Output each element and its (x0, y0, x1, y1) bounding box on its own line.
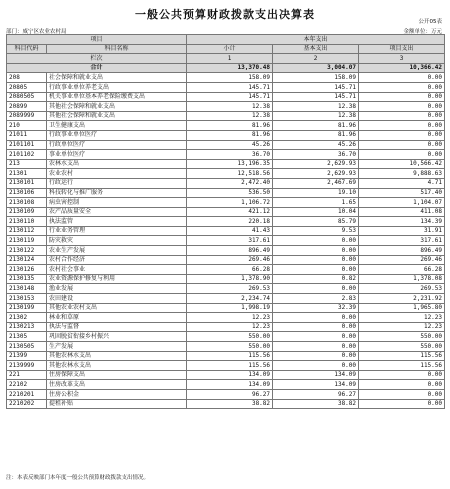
subtotal-cell: 45.26 (187, 140, 273, 150)
col-index-1: 1 (187, 54, 273, 64)
subject-code-cell: 21301 (7, 169, 47, 179)
subject-name-cell: 行政单位医疗 (47, 140, 187, 150)
project-cell: 0.00 (359, 370, 445, 380)
basic-cell: 81.96 (273, 130, 359, 140)
project-cell: 0.00 (359, 111, 445, 121)
table-row (7, 294, 445, 304)
row-label: 栏次 (7, 54, 187, 64)
project-cell: 0.00 (359, 389, 445, 399)
basic-cell: 2,629.93 (273, 159, 359, 169)
subject-code-cell: 2130106 (7, 188, 47, 198)
subject-code-cell: 20805 (7, 82, 47, 92)
subject-code-cell: 2101102 (7, 150, 47, 160)
subject-code-cell: 2130110 (7, 217, 47, 227)
subtotal-cell: 12.38 (187, 111, 273, 121)
project-expense-header: 项目支出 (359, 44, 445, 54)
table-row (7, 380, 445, 390)
table-row (7, 207, 445, 217)
subtotal-cell: 96.27 (187, 389, 273, 399)
table-row (7, 274, 445, 284)
table-row (7, 265, 445, 275)
table-row (7, 159, 445, 169)
subtotal-cell: 2,472.40 (187, 178, 273, 188)
table-row (7, 236, 445, 246)
subtotal-cell: 38.82 (187, 399, 273, 409)
basic-cell: 96.27 (273, 389, 359, 399)
table-row (7, 217, 445, 227)
subtotal-cell: 36.70 (187, 150, 273, 160)
subject-name-cell: 其他社会保障和就业支出 (47, 102, 187, 112)
subject-code-cell: 221 (7, 370, 47, 380)
subject-code-cell: 2130505 (7, 342, 47, 352)
subject-name-cell: 农田建设 (47, 294, 187, 304)
subject-code-cell: 2130122 (7, 246, 47, 256)
subject-name-cell: 农业生产发展 (47, 246, 187, 256)
subject-code-cell: 2130101 (7, 178, 47, 188)
subject-name-cell: 机关事业单位基本养老保险缴费支出 (47, 92, 187, 102)
basic-cell: 85.79 (273, 217, 359, 227)
subject-name-cell: 行政事业单位医疗 (47, 130, 187, 140)
subtotal-cell: 66.28 (187, 265, 273, 275)
subject-name-cell: 病虫害控制 (47, 198, 187, 208)
subject-name-cell: 其他农林水支出 (47, 351, 187, 361)
table-row (7, 284, 445, 294)
table-row (7, 130, 445, 140)
basic-cell: 12.38 (273, 102, 359, 112)
basic-cell: 0.00 (273, 342, 359, 352)
unit-label: 金额单位：万元 (403, 29, 442, 35)
subject-name-cell: 住房改革支出 (47, 380, 187, 390)
subject-name-cell: 住房公积金 (47, 389, 187, 399)
project-cell: 4.71 (359, 178, 445, 188)
basic-cell: 0.00 (273, 265, 359, 275)
basic-cell: 45.26 (273, 140, 359, 150)
subtotal-cell: 12.23 (187, 313, 273, 323)
table-row (7, 399, 445, 409)
project-cell: 896.49 (359, 246, 445, 256)
subject-code-cell: 2130124 (7, 255, 47, 265)
subtotal-cell: 12.23 (187, 322, 273, 332)
project-cell: 269.53 (359, 284, 445, 294)
basic-cell: 0.00 (273, 313, 359, 323)
subtotal-cell: 550.00 (187, 332, 273, 342)
total-basic: 3,004.07 (273, 63, 359, 73)
subject-name-cell: 执法监管 (47, 217, 187, 227)
subject-name-cell: 行政运行 (47, 178, 187, 188)
subtotal-cell: 12,518.56 (187, 169, 273, 179)
subtotal-cell: 134.09 (187, 380, 273, 390)
subject-name-header: 科目名称 (47, 44, 187, 54)
subtotal-cell: 134.09 (187, 370, 273, 380)
project-cell: 317.61 (359, 236, 445, 246)
subject-name-cell: 农村合作经济 (47, 255, 187, 265)
project-cell: 269.46 (359, 255, 445, 265)
project-cell: 10,566.42 (359, 159, 445, 169)
project-cell: 0.00 (359, 82, 445, 92)
basic-cell: 158.09 (273, 73, 359, 83)
subject-name-cell: 农林水支出 (47, 159, 187, 169)
subtotal-cell: 550.00 (187, 342, 273, 352)
subject-name-cell: 其他农林水支出 (47, 361, 187, 371)
total-project: 10,366.42 (359, 63, 445, 73)
subject-code-header: 科目代码 (7, 44, 47, 54)
project-cell: 411.08 (359, 207, 445, 217)
col-index-2: 2 (273, 54, 359, 64)
project-cell: 12.23 (359, 322, 445, 332)
table-row (7, 140, 445, 150)
basic-cell: 2,467.69 (273, 178, 359, 188)
project-cell: 9,888.63 (359, 169, 445, 179)
subtotal-cell: 13,196.35 (187, 159, 273, 169)
subtotal-cell: 81.96 (187, 121, 273, 131)
subtotal-cell: 421.12 (187, 207, 273, 217)
project-cell: 12.23 (359, 313, 445, 323)
table-row (7, 92, 445, 102)
basic-cell: 0.00 (273, 255, 359, 265)
basic-cell: 0.00 (273, 236, 359, 246)
table-row (7, 332, 445, 342)
project-cell: 0.00 (359, 399, 445, 409)
subject-code-cell: 21011 (7, 130, 47, 140)
table-row (7, 255, 445, 265)
total-label: 合计 (7, 63, 187, 73)
basic-header: 基本支出 (273, 44, 359, 54)
table-row (7, 198, 445, 208)
project-cell: 0.00 (359, 102, 445, 112)
subject-code-cell: 2130213 (7, 322, 47, 332)
project-cell: 0.00 (359, 150, 445, 160)
table-row (7, 303, 445, 313)
col-index-3: 3 (359, 54, 445, 64)
subject-name-cell: 其他农业农村支出 (47, 303, 187, 313)
table-row (7, 111, 445, 121)
subject-name-cell: 巩固脱贫衔接乡村振兴 (47, 332, 187, 342)
table-row (7, 342, 445, 352)
current-year-header: 本年支出 (187, 35, 445, 45)
basic-cell: 0.00 (273, 284, 359, 294)
subtotal-cell: 536.50 (187, 188, 273, 198)
table-row (7, 188, 445, 198)
subject-code-cell: 21302 (7, 313, 47, 323)
table-row (7, 73, 445, 83)
subject-code-cell: 2130126 (7, 265, 47, 275)
subtotal-cell: 145.71 (187, 92, 273, 102)
subject-name-cell: 防灾救灾 (47, 236, 187, 246)
subtotal-cell: 2,234.74 (187, 294, 273, 304)
column-index-row (7, 54, 445, 64)
subject-code-cell: 21399 (7, 351, 47, 361)
subtotal-cell: 12.38 (187, 102, 273, 112)
basic-cell: 1.65 (273, 198, 359, 208)
subtotal-cell: 145.71 (187, 82, 273, 92)
basic-cell: 12.38 (273, 111, 359, 121)
project-cell: 1,104.07 (359, 198, 445, 208)
subject-code-cell: 22102 (7, 380, 47, 390)
subject-name-cell: 行业业务管理 (47, 226, 187, 236)
project-cell: 115.56 (359, 361, 445, 371)
subject-name-cell: 农产品质量安全 (47, 207, 187, 217)
table-row (7, 322, 445, 332)
table-row (7, 102, 445, 112)
basic-cell: 10.04 (273, 207, 359, 217)
project-cell: 1,378.08 (359, 274, 445, 284)
basic-cell: 2,629.93 (273, 169, 359, 179)
subject-name-cell: 事业单位医疗 (47, 150, 187, 160)
subject-name-cell: 渔业发展 (47, 284, 187, 294)
basic-cell: 36.70 (273, 150, 359, 160)
subject-code-cell: 2130199 (7, 303, 47, 313)
subject-name-cell: 科技转化与推广服务 (47, 188, 187, 198)
basic-cell: 81.96 (273, 121, 359, 131)
total-row (7, 63, 445, 73)
total-subtotal: 13,370.48 (187, 63, 273, 73)
subtotal-cell: 1,106.72 (187, 198, 273, 208)
project-cell: 0.00 (359, 140, 445, 150)
table-row (7, 351, 445, 361)
subject-code-cell: 2130153 (7, 294, 47, 304)
subject-name-cell: 卫生健康支出 (47, 121, 187, 131)
project-cell: 66.28 (359, 265, 445, 275)
project-cell: 2,231.92 (359, 294, 445, 304)
subject-code-cell: 213 (7, 159, 47, 169)
basic-cell: 38.82 (273, 399, 359, 409)
basic-cell: 0.00 (273, 246, 359, 256)
subject-code-cell: 2139999 (7, 361, 47, 371)
subtotal-header: 小计 (187, 44, 273, 54)
subject-name-cell: 农村社会事业 (47, 265, 187, 275)
subject-name-cell: 生产发展 (47, 342, 187, 352)
subject-name-cell: 其他社会保障和就业支出 (47, 111, 187, 121)
table-row (7, 370, 445, 380)
project-cell: 1,965.80 (359, 303, 445, 313)
basic-cell: 0.00 (273, 361, 359, 371)
subject-name-cell: 社会保障和就业支出 (47, 73, 187, 83)
subject-code-cell: 2130148 (7, 284, 47, 294)
table-row (7, 82, 445, 92)
subject-code-cell: 2130108 (7, 198, 47, 208)
basic-cell: 32.39 (273, 303, 359, 313)
subject-code-cell: 2101101 (7, 140, 47, 150)
expenditure-table (6, 34, 445, 409)
basic-cell: 134.09 (273, 380, 359, 390)
subject-code-cell: 21305 (7, 332, 47, 342)
subject-code-cell: 208 (7, 73, 47, 83)
subject-code-cell: 20899 (7, 102, 47, 112)
subject-name-cell: 提租补贴 (47, 399, 187, 409)
basic-cell: 0.00 (273, 322, 359, 332)
subject-name-cell: 执法与监督 (47, 322, 187, 332)
subject-code-cell: 2130119 (7, 236, 47, 246)
subject-code-cell: 2210202 (7, 399, 47, 409)
project-header: 项目 (7, 35, 187, 45)
subject-name-cell: 林业和草原 (47, 313, 187, 323)
subtotal-cell: 115.56 (187, 351, 273, 361)
subject-name-cell: 农业农村 (47, 169, 187, 179)
table-row (7, 169, 445, 179)
subject-code-cell: 2130135 (7, 274, 47, 284)
table-row (7, 246, 445, 256)
subject-name-cell: 农业资源保护修复与利用 (47, 274, 187, 284)
project-cell: 0.00 (359, 380, 445, 390)
basic-cell: 0.00 (273, 332, 359, 342)
subject-code-cell: 210 (7, 121, 47, 131)
project-cell: 134.39 (359, 217, 445, 227)
subtotal-cell: 41.43 (187, 226, 273, 236)
subtotal-cell: 115.56 (187, 361, 273, 371)
project-cell: 31.91 (359, 226, 445, 236)
basic-cell: 19.10 (273, 188, 359, 198)
project-cell: 0.00 (359, 121, 445, 131)
project-cell: 550.00 (359, 342, 445, 352)
subject-name-cell: 住房保障支出 (47, 370, 187, 380)
subtotal-cell: 1,998.19 (187, 303, 273, 313)
report-title: 一般公共预算财政拨款支出决算表 (135, 8, 315, 21)
table-row (7, 226, 445, 236)
project-cell: 550.00 (359, 332, 445, 342)
subject-code-cell: 2210201 (7, 389, 47, 399)
subtotal-cell: 896.49 (187, 246, 273, 256)
subject-name-cell: 行政事业单位养老支出 (47, 82, 187, 92)
project-cell: 0.00 (359, 92, 445, 102)
table-row (7, 121, 445, 131)
project-cell: 0.00 (359, 73, 445, 83)
table-row (7, 150, 445, 160)
subject-code-cell: 2130109 (7, 207, 47, 217)
table-row (7, 313, 445, 323)
subtotal-cell: 81.96 (187, 130, 273, 140)
table-row (7, 389, 445, 399)
subtotal-cell: 317.61 (187, 236, 273, 246)
subject-code-cell: 2130112 (7, 226, 47, 236)
basic-cell: 2.83 (273, 294, 359, 304)
header-row-1 (7, 35, 445, 45)
subject-code-cell: 2089999 (7, 111, 47, 121)
project-cell: 115.56 (359, 351, 445, 361)
basic-cell: 145.71 (273, 82, 359, 92)
project-cell: 0.00 (359, 130, 445, 140)
subtotal-cell: 220.18 (187, 217, 273, 227)
subtotal-cell: 269.53 (187, 284, 273, 294)
basic-cell: 0.00 (273, 351, 359, 361)
basic-cell: 0.82 (273, 274, 359, 284)
subtotal-cell: 269.46 (187, 255, 273, 265)
footnote: 注：本表反映部门本年度一般公共预算财政拨款支出情况。 (6, 475, 150, 481)
form-number: 公开05表 (418, 19, 442, 25)
subtotal-cell: 158.09 (187, 73, 273, 83)
table-row (7, 178, 445, 188)
subtotal-cell: 1,378.90 (187, 274, 273, 284)
basic-cell: 9.53 (273, 226, 359, 236)
basic-cell: 145.71 (273, 92, 359, 102)
table-row (7, 361, 445, 371)
header-row-2 (7, 44, 445, 54)
organization-label: 部门：威宁区农业农村局 (6, 29, 67, 35)
basic-cell: 134.09 (273, 370, 359, 380)
subject-code-cell: 2080505 (7, 92, 47, 102)
project-cell: 517.40 (359, 188, 445, 198)
